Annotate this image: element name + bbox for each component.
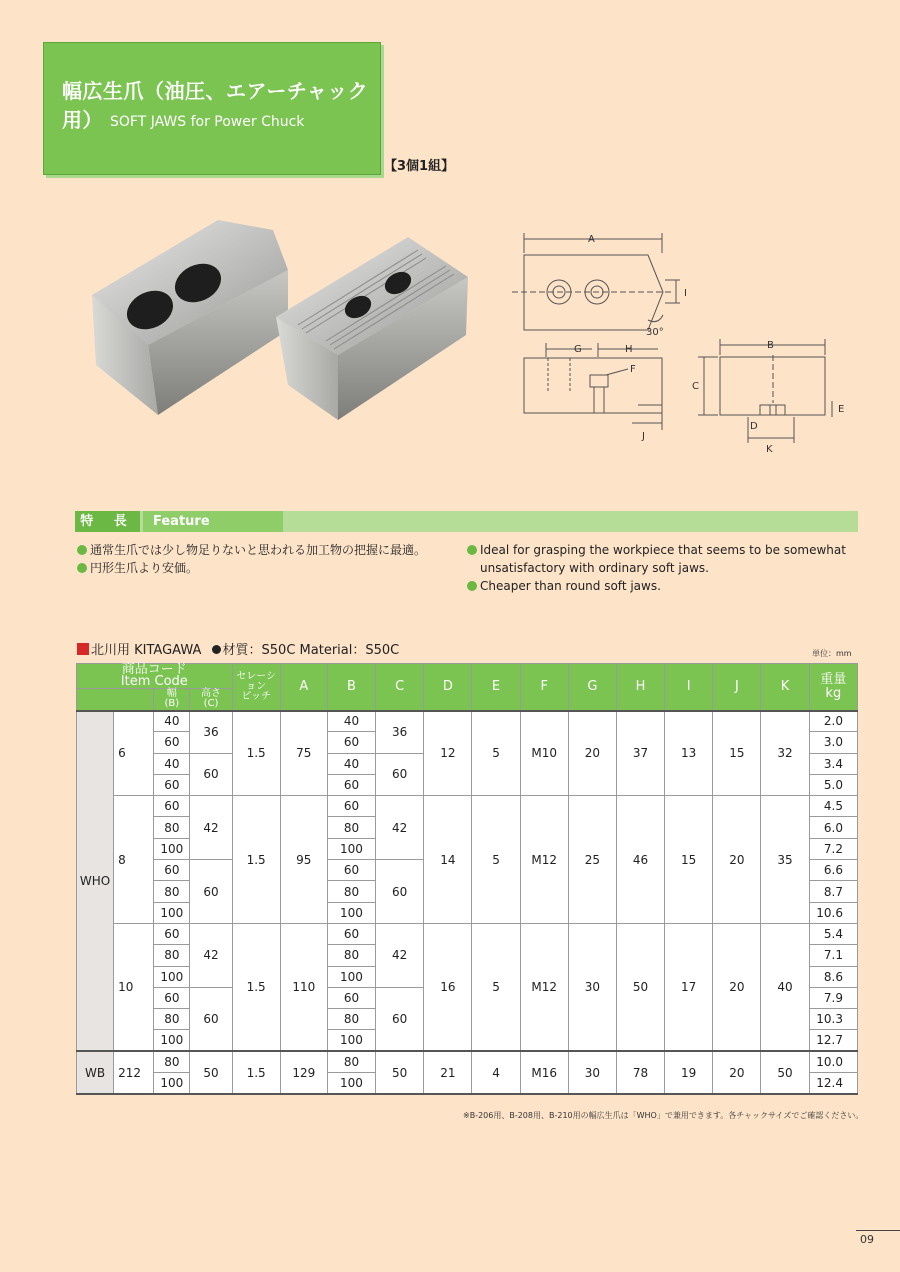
spec-table bbox=[76, 663, 858, 1095]
header-H: H bbox=[616, 664, 664, 711]
title-banner bbox=[43, 42, 381, 175]
header-E: E bbox=[472, 664, 520, 711]
feature-bar bbox=[75, 511, 858, 532]
product-photo bbox=[88, 215, 488, 450]
feature-list-en bbox=[466, 541, 866, 595]
table-row: 100 100 10.6 bbox=[77, 902, 858, 923]
dim-label-B: B bbox=[767, 340, 774, 351]
feature-label-jp: 特 長 bbox=[75, 511, 140, 532]
footnote: ※B-206用、B-208用、B-210用の幅広生爪は「WHO」で兼用できます。各チャックサイズでご確認ください。 bbox=[463, 1111, 864, 1120]
table-row: 100 100 8.6 bbox=[77, 966, 858, 987]
page-number: 09 bbox=[856, 1230, 900, 1246]
dim-label-G: G bbox=[574, 344, 582, 355]
table-row: 100 100 7.2 bbox=[77, 838, 858, 859]
size-cell: 6 bbox=[114, 711, 154, 796]
header-K: K bbox=[761, 664, 809, 711]
table-row: 80 80 10.3 bbox=[77, 1009, 858, 1030]
header-weight: 重量 kg bbox=[809, 664, 857, 711]
header-blank bbox=[77, 689, 154, 711]
list-item: Ideal for grasping the workpiece that seems to be somewhat unsatisfactory with ordinary soft jaws. bbox=[466, 541, 866, 577]
dim-label-A: A bbox=[588, 234, 595, 245]
page-subtitle: SOFT JAWS for Power Chuck bbox=[110, 114, 305, 130]
table-row: 80 80 8.7 bbox=[77, 881, 858, 902]
bullet-icon bbox=[77, 563, 87, 573]
header-height: 高さ (C) bbox=[190, 689, 232, 711]
dim-label-angle: 30° bbox=[646, 327, 664, 338]
table-row: 100 100 12.7 bbox=[77, 1030, 858, 1051]
red-square-icon bbox=[77, 643, 89, 655]
size-cell: 10 bbox=[114, 923, 154, 1051]
page-title: 幅広生爪（油圧、エアーチャック用） bbox=[62, 79, 369, 132]
bullet-icon bbox=[212, 645, 221, 654]
series-wb: WB bbox=[77, 1051, 114, 1094]
table-row: 80 80 7.1 bbox=[77, 945, 858, 966]
header-C: C bbox=[376, 664, 424, 711]
bullet-icon bbox=[77, 545, 87, 555]
brand-name: 北川用 KITAGAWA bbox=[91, 643, 202, 658]
material: 材質：S50C Material：S50C bbox=[222, 643, 400, 658]
table-row: WB 212 80 50 1.5 129 80 50 21 4 M16 30 78 19 20 50 10.0 bbox=[77, 1051, 858, 1072]
list-item: 通常生爪では少し物足りないと思われる加工物の把握に最適。 bbox=[76, 541, 456, 559]
header-I: I bbox=[665, 664, 713, 711]
size-cell: 8 bbox=[114, 796, 154, 924]
dim-label-F: F bbox=[630, 364, 636, 375]
dim-label-E: E bbox=[838, 404, 845, 415]
bullet-icon bbox=[467, 545, 477, 555]
table-row: 100 100 12.4 bbox=[77, 1073, 858, 1094]
table-row: WHO 6 40 36 1.5 75 40 36 12 5 M10 20 37 13 15 32 2.0 bbox=[77, 711, 858, 732]
bullet-icon bbox=[467, 581, 477, 591]
header-D: D bbox=[424, 664, 472, 711]
size-cell: 212 bbox=[114, 1051, 154, 1094]
series-who: WHO bbox=[77, 711, 114, 1052]
header-item-code: 商品コード Item Code bbox=[77, 664, 233, 689]
table-row: 60 60 60 60 7.9 bbox=[77, 987, 858, 1008]
table-row: 60 60 5.0 bbox=[77, 774, 858, 795]
feature-label-en: Feature bbox=[143, 511, 283, 532]
header-A: A bbox=[280, 664, 327, 711]
header-J: J bbox=[713, 664, 761, 711]
brand-heading bbox=[77, 639, 399, 658]
table-row: 8 60 42 1.5 95 60 42 14 5 M12 25 46 15 20 35 4.5 bbox=[77, 796, 858, 817]
feature-list-jp bbox=[76, 541, 456, 577]
set-label: 【3個1組】 bbox=[384, 159, 455, 174]
table-row: 60 60 60 60 6.6 bbox=[77, 860, 858, 881]
list-item: 円形生爪より安価。 bbox=[76, 559, 456, 577]
header-F: F bbox=[520, 664, 568, 711]
dim-label-I: I bbox=[684, 288, 687, 299]
table-row: 10 60 42 1.5 110 60 42 16 5 M12 30 50 17 20 40 5.4 bbox=[77, 923, 858, 944]
dim-label-K: K bbox=[766, 444, 773, 455]
header-B: B bbox=[327, 664, 375, 711]
dimension-diagram bbox=[508, 225, 858, 465]
dim-label-H: H bbox=[625, 344, 633, 355]
table-row: 40 60 40 60 3.4 bbox=[77, 753, 858, 774]
dim-label-D: D bbox=[750, 421, 758, 432]
dim-label-C: C bbox=[692, 381, 699, 392]
header-G: G bbox=[568, 664, 616, 711]
list-item: Cheaper than round soft jaws. bbox=[466, 577, 866, 595]
table-row: 80 80 6.0 bbox=[77, 817, 858, 838]
table-row: 60 60 3.0 bbox=[77, 732, 858, 753]
header-serration: セレーション ピッチ bbox=[232, 664, 280, 711]
header-width: 幅 (B) bbox=[154, 689, 190, 711]
unit-label: 単位：mm bbox=[812, 649, 852, 658]
dim-label-J: J bbox=[642, 431, 645, 442]
